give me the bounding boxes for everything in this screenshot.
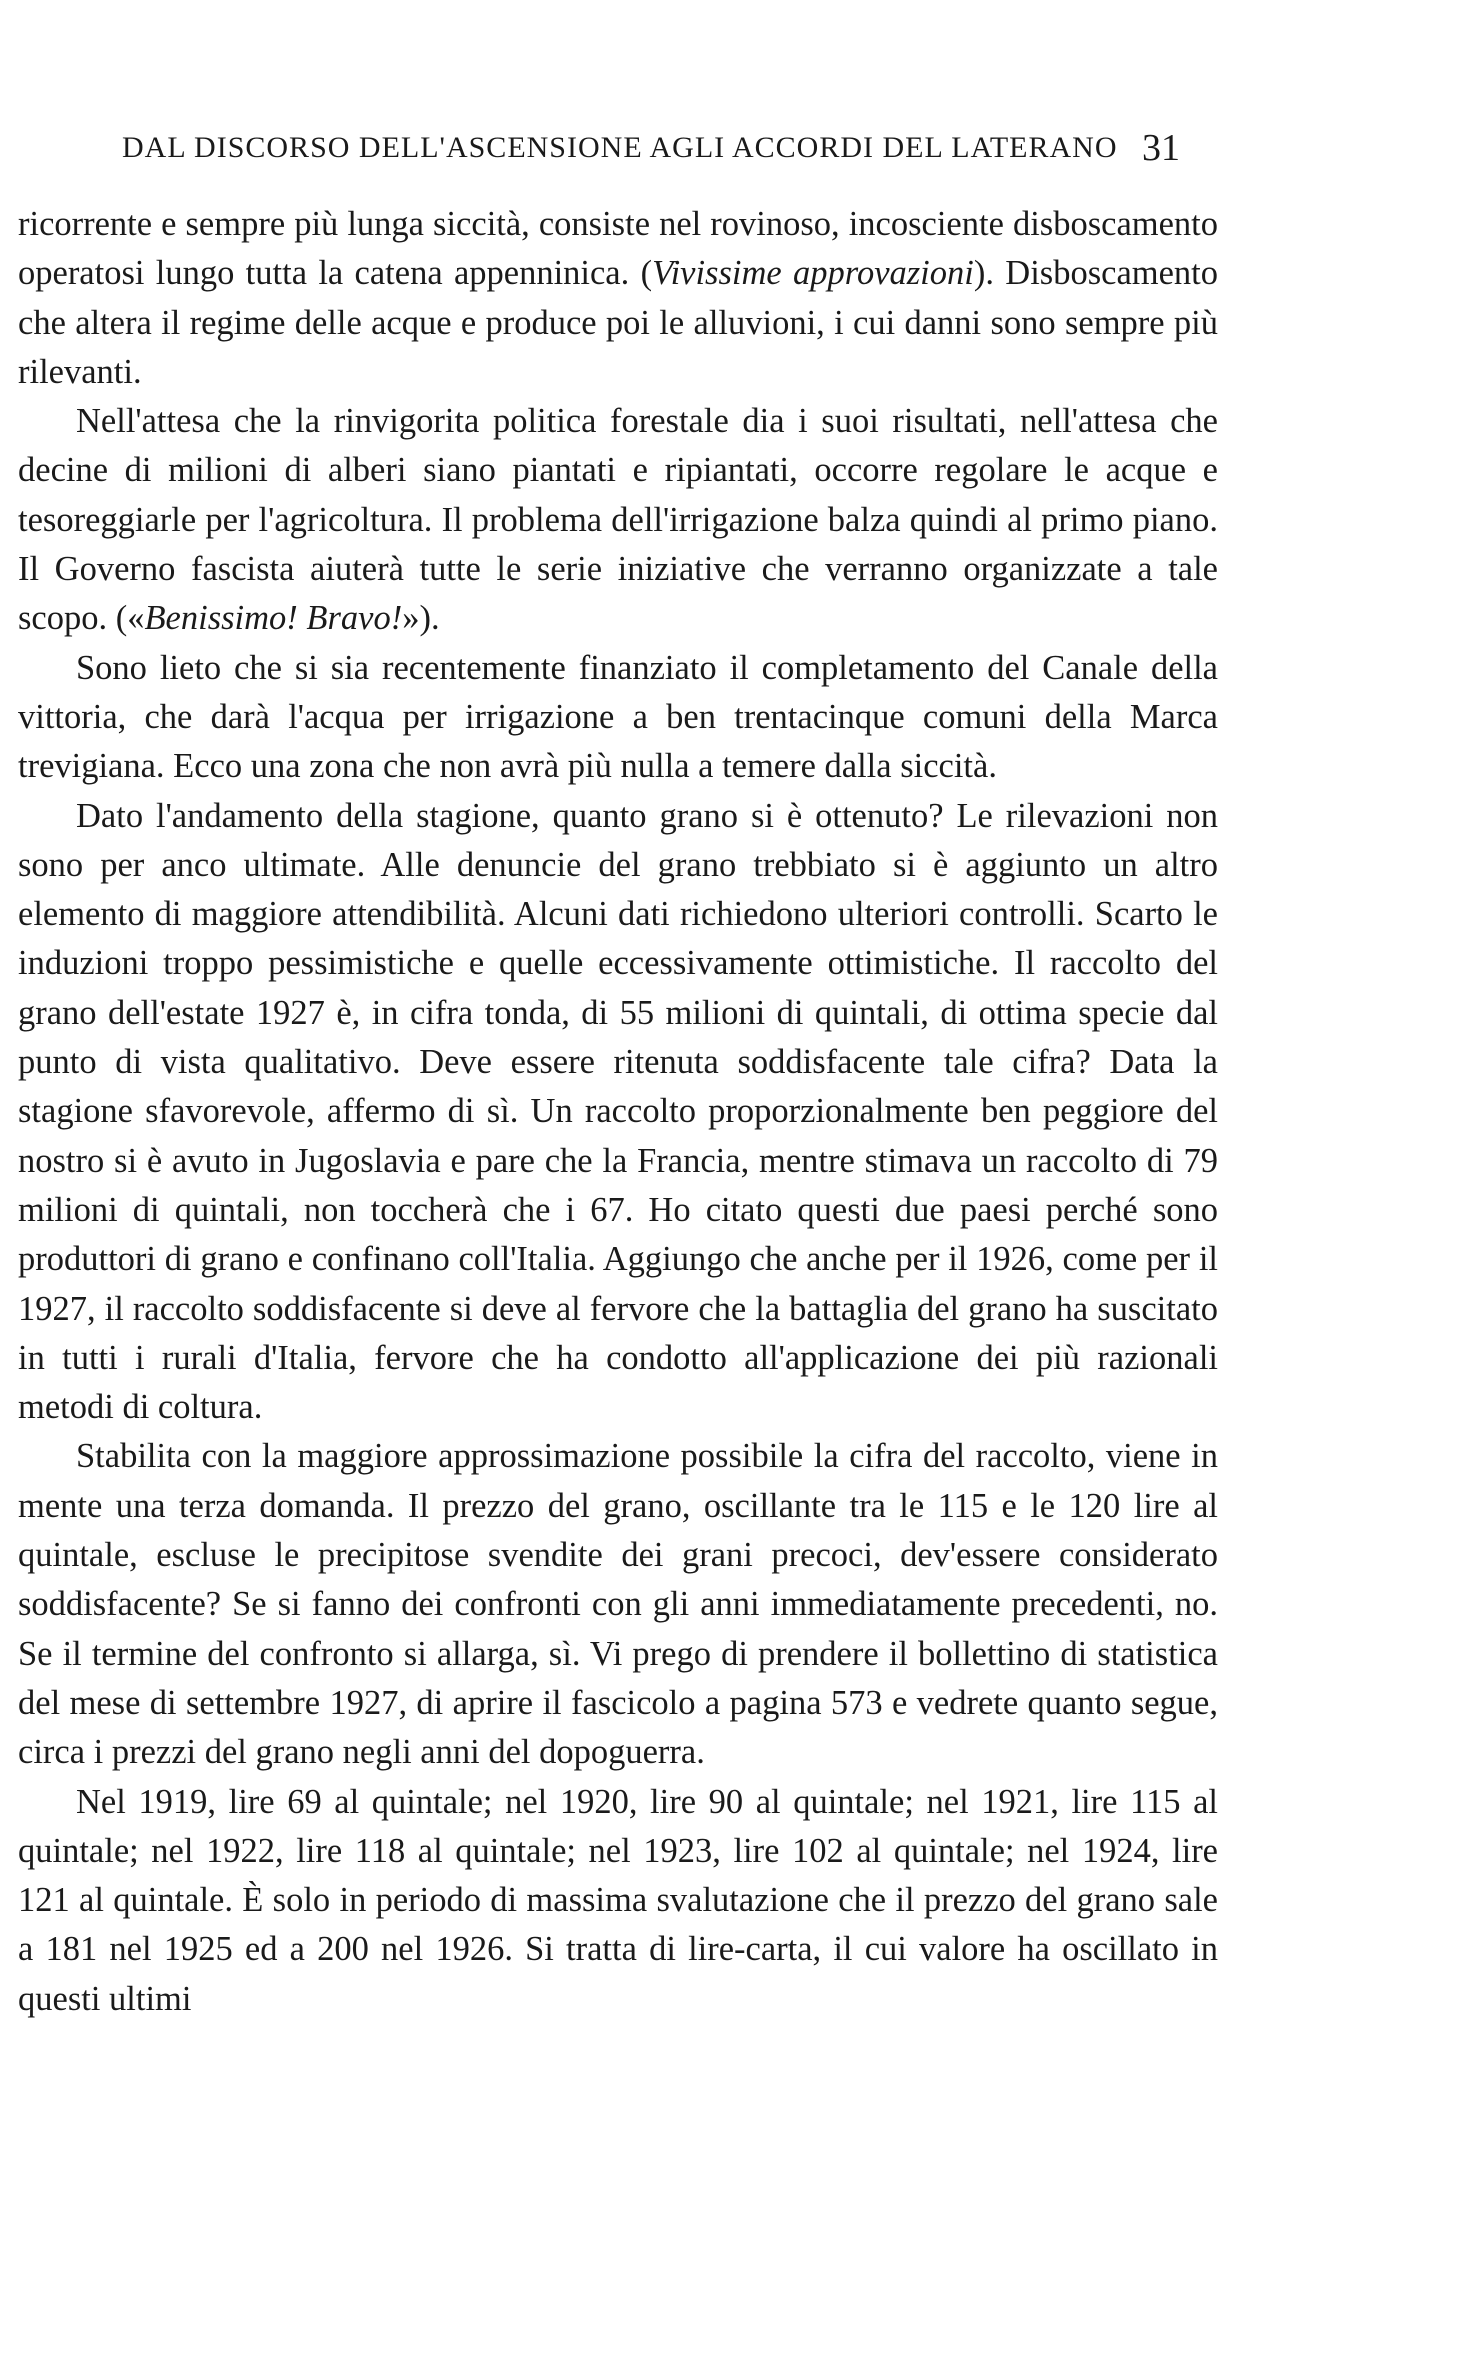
paragraph-3: Sono lieto che si sia recentemente finanziato il completamento del Canale della vittoria, che darà l'acqua per irrigazione a ben trentacinque comuni della Marca trevigiana. Ecco una zona che non avrà più nulla a temere dalla siccità. (18, 648, 1218, 786)
running-title: DAL DISCORSO DELL'ASCENSIONE AGLI ACCORDI DEL LATERANO (122, 131, 1118, 164)
paragraph-2-text: Nell'attesa che la rinvigorita politica forestale dia i suoi risultati, nell'attesa che decine di milioni di alberi siano piantati e ripiantati, occorre regolare le acque e tesoreggiarle per l'agricoltura. Il problema dell'irrigazione balza quindi al primo piano. Il Governo fascista aiuterà tutte le serie iniziative che verranno organizzate a tale scopo. (« (18, 402, 1218, 638)
paragraph-1 (18, 200, 1218, 397)
body-text (18, 200, 1218, 2024)
paragraph-1-applause: Vivissime approvazioni (652, 254, 974, 293)
paragraph-5: Stabilita con la maggiore approssimazione possibile la cifra del raccolto, viene in mente una terza domanda. Il prezzo del grano, oscillante tra le 115 e le 120 lire al quintale, escluse le precipitose svendite dei grani precoci, dev'essere considerato soddisfacente? Se si fanno dei confronti con gli anni immediatamente precedenti, no. Se il termine del confronto si allarga, sì. Vi prego di prendere il bollettino di statistica del mese di settembre 1927, di aprire il fascicolo a pagina 573 e vedrete quanto segue, circa i prezzi del grano negli anni del dopoguerra. (18, 1437, 1218, 1772)
paragraph-2-text-end: »). (402, 599, 440, 638)
paragraph-1-text-end: ). Disboscamento che altera il regime delle acque e produce poi le alluvioni, i cui danni sono sempre più rilevanti. (18, 254, 1219, 391)
paragraph-2 (18, 397, 1218, 643)
paragraph-2-applause: Benissimo! Bravo! (144, 599, 403, 638)
page-number: 31 (1142, 127, 1180, 169)
paragraph-4: Dato l'andamento della stagione, quanto grano si è ottenuto? Le rilevazioni non sono per anco ultimate. Alle denuncie del grano trebbiato si è aggiunto un altro elemento di maggiore attendibilità. Alcuni dati richiedono ulteriori controlli. Scarto le induzioni troppo pessimistiche e quelle eccessivamente ottimistiche. Il raccolto del grano dell'estate 1927 è, in cifra tonda, di 55 milioni di quintali, di ottima specie dal punto di vista qualitativo. Deve essere ritenuta soddisfacente tale cifra? Data la stagione sfavorevole, affermo di sì. Un raccolto proporzionalmente ben peggiore del nostro si è avuto in Jugoslavia e pare che la Francia, mentre stimava un raccolto di 79 milioni di quintali, non toccherà che i 67. Ho citato questi due paesi perché sono produttori di grano e confinano coll'Italia. Aggiungo che anche per il 1926, come per il 1927, il raccolto soddisfacente si deve al fervore che la battaglia del grano ha suscitato in tutti i rurali d'Italia, fervore che ha condotto all'applicazione dei più razionali metodi di coltura. (18, 796, 1218, 1427)
paragraph-6: Nel 1919, lire 69 al quintale; nel 1920, lire 90 al quintale; nel 1921, lire 115 al quintale; nel 1922, lire 118 al quintale; nel 1923, lire 102 al quintale; nel 1924, lire 121 al quintale. È solo in periodo di massima svalutazione che il prezzo del grano sale a 181 nel 1925 ed a 200 nel 1926. Si tratta di lire-carta, il cui valore ha oscillato in questi ultimi (18, 1782, 1218, 2018)
paragraph-1-text: ricorrente e sempre più lunga siccità, consiste nel rovinoso, incosciente disboscamento operatosi lungo tutta la catena appenninica. ( (18, 205, 1218, 293)
